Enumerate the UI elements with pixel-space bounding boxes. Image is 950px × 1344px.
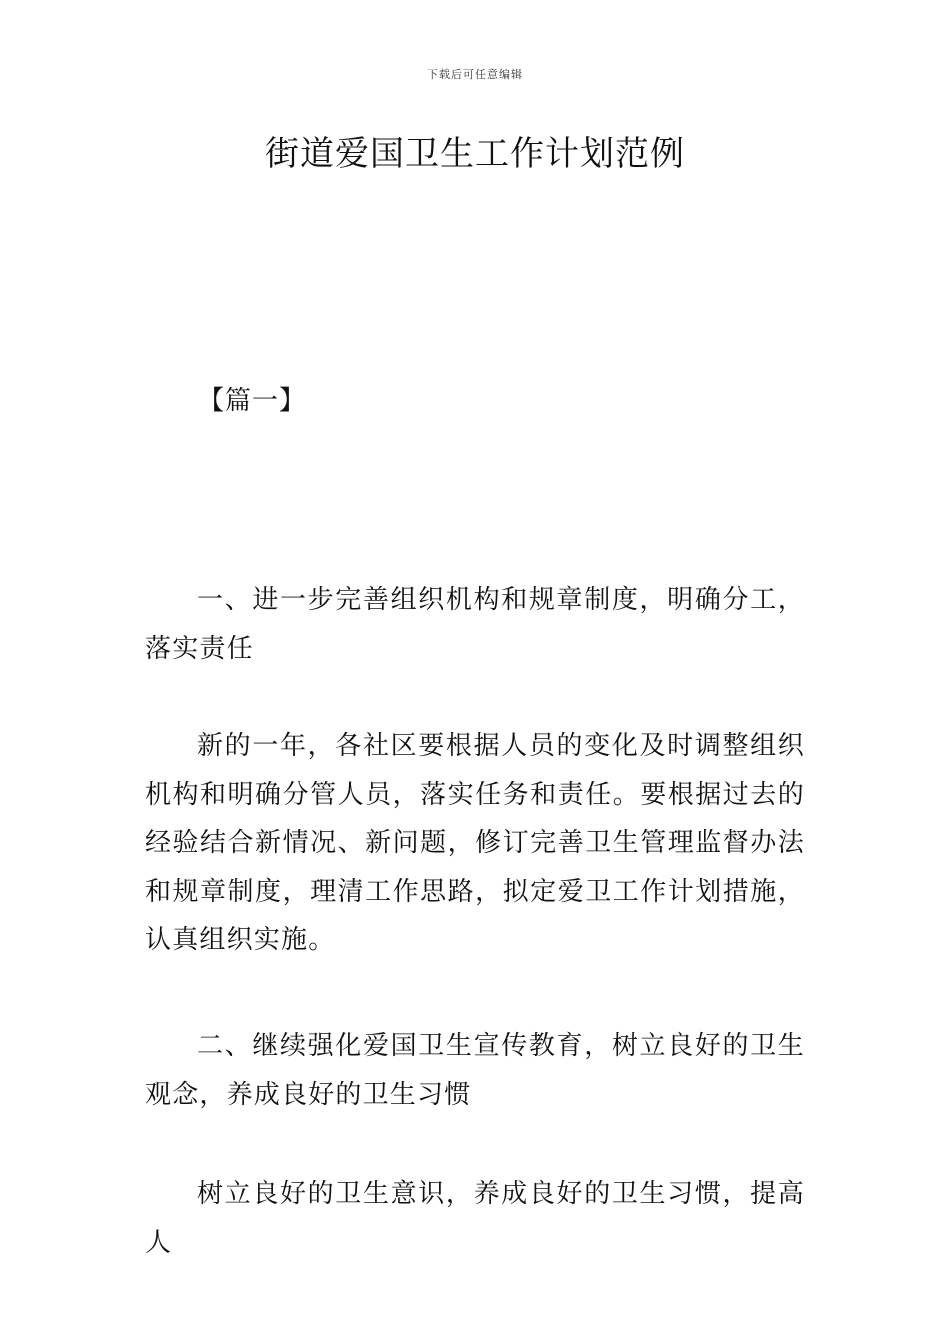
paragraph-body-1: 新的一年，各社区要根据人员的变化及时调整组织机构和明确分管人员，落实任务和责任。要根据过去的经验结合新情况、新问题，修订完善卫生管理监督办法和规章制度，理清工作思路，拟定爱卫工作计划措施，认真组织实施。 xyxy=(145,731,805,955)
paragraph-heading-1: 一、进一步完善组织机构和规章制度，明确分工，落实责任 xyxy=(145,585,805,664)
paragraph-body-2: 树立良好的卫生意识，养成良好的卫生习惯，提高人 xyxy=(145,1179,805,1258)
section-label: 【篇一】 xyxy=(198,386,307,416)
paragraph-heading-2: 二、继续强化爱国卫生宣传教育，树立良好的卫生观念，养成良好的卫生习惯 xyxy=(145,1031,805,1110)
document-title: 街道爱国卫生工作计划范例 xyxy=(265,134,685,174)
header-note: 下载后可任意编辑 xyxy=(427,68,523,81)
